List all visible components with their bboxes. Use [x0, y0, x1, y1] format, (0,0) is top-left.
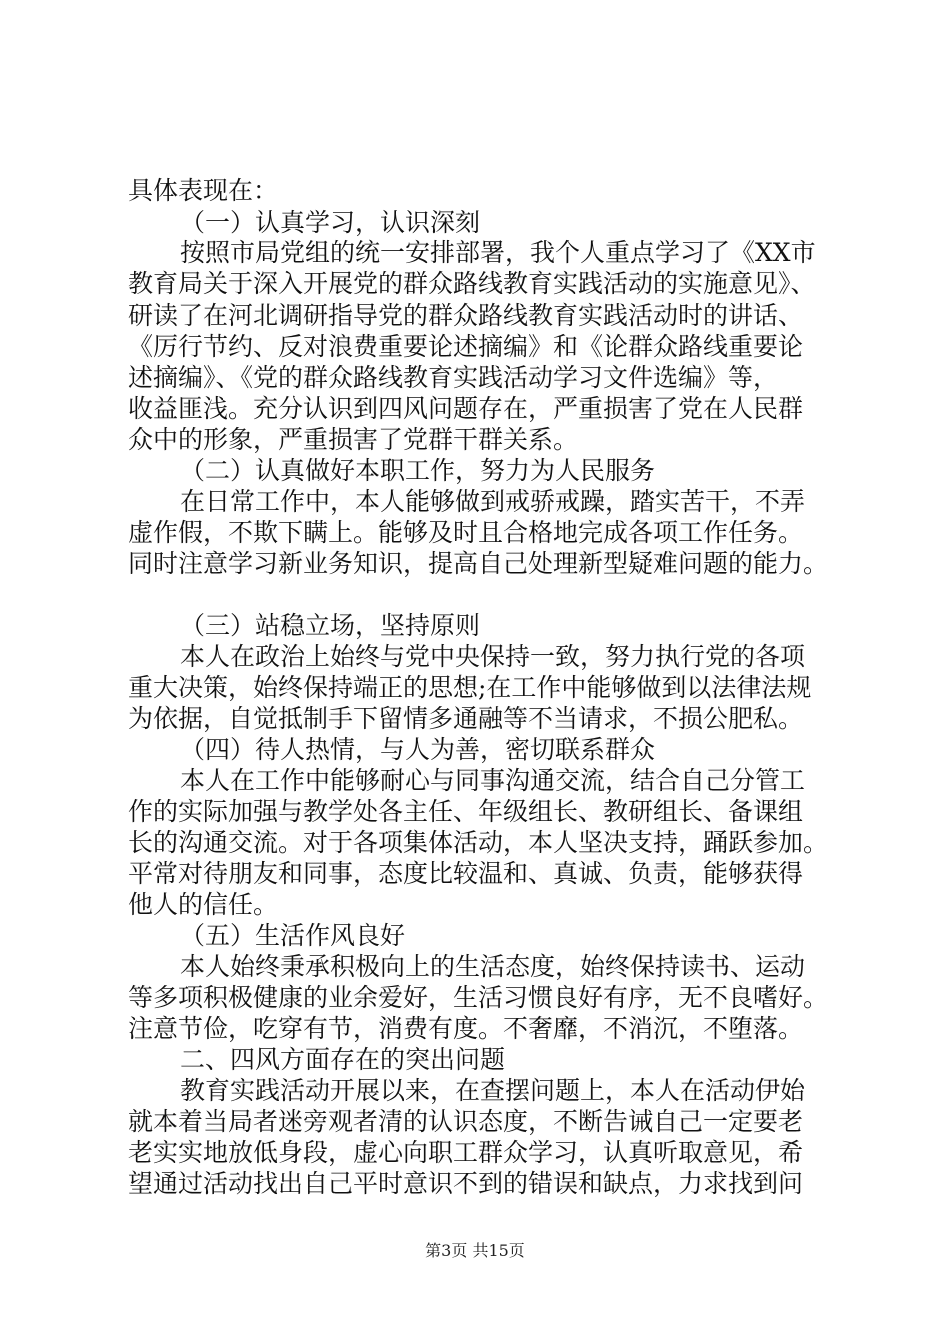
text-line: 本人在工作中能够耐心与同事沟通交流，结合自己分管工: [180, 766, 806, 795]
text-line: 同时注意学习新业务知识，提高自己处理新型疑难问题的能力。: [128, 549, 829, 578]
text-line: 教育局关于深入开展党的群众路线教育实践活动的实施意见》、: [128, 269, 816, 298]
section-heading: （二）认真做好本职工作，努力为人民服务: [180, 456, 656, 485]
text-line: 长的沟通交流。对于各项集体活动，本人坚决支持，踊跃参加。: [128, 828, 829, 857]
text-line: 本人在政治上始终与党中央保持一致，努力执行党的各项: [180, 642, 806, 671]
text-line: 就本着当局者迷旁观者清的认识态度，不断告诫自己一定要老: [128, 1107, 804, 1136]
text-line: 具体表现在：: [128, 176, 279, 205]
text-line: 按照市局党组的统一安排部署，我个人重点学习了《XX市: [180, 238, 816, 267]
text-line: 注意节俭，吃穿有节，消费有度。不奢靡，不消沉，不堕落。: [128, 1014, 804, 1043]
text-line: 作的实际加强与教学处各主任、年级组长、教研组长、备课组: [128, 797, 804, 826]
section-heading: 二、四风方面存在的突出问题: [180, 1045, 506, 1074]
text-line: 教育实践活动开展以来，在查摆问题上，本人在活动伊始: [180, 1076, 806, 1105]
text-line: 收益匪浅。充分认识到四风问题存在，严重损害了党在人民群: [128, 394, 804, 423]
text-line: 本人始终秉承积极向上的生活态度，始终保持读书、运动: [180, 952, 806, 981]
text-line: 他人的信任。: [128, 890, 279, 919]
section-heading: （一）认真学习，认识深刻: [180, 208, 481, 237]
text-line: 平常对待朋友和同事，态度比较温和、真诚、负责，能够获得: [128, 859, 804, 888]
text-line: 等多项积极健康的业余爱好，生活习惯良好有序，无不良嗜好。: [128, 983, 829, 1012]
section-heading: （五）生活作风良好: [180, 921, 406, 950]
text-line: 众中的形象，严重损害了党群干群关系。: [128, 425, 579, 454]
text-line: 述摘编》、《党的群众路线教育实践活动学习文件选编》等，: [128, 363, 779, 392]
text-line: 虚作假，不欺下瞒上。能够及时且合格地完成各项工作任务。: [128, 518, 804, 547]
text-line: 望通过活动找出自己平时意识不到的错误和缺点，力求找到问: [128, 1169, 804, 1198]
section-heading: （三）站稳立场，坚持原则: [180, 611, 481, 640]
text-line: 研读了在河北调研指导党的群众路线教育实践活动时的讲话、: [128, 301, 804, 330]
text-line: 《厉行节约、反对浪费重要论述摘编》和《论群众路线重要论: [128, 332, 804, 361]
text-line: 老实实地放低身段，虚心向职工群众学习，认真听取意见，希: [128, 1138, 804, 1167]
section-heading: （四）待人热情，与人为善，密切联系群众: [180, 735, 656, 764]
text-line: 为依据，自觉抵制手下留情多通融等不当请求，不损公肥私。: [128, 704, 804, 733]
text-line: 重大决策，始终保持端正的思想;在工作中能够做到以法律法规: [128, 673, 812, 702]
page-number-footer: 第3页 共15页: [425, 1241, 525, 1260]
text-line: 在日常工作中，本人能够做到戒骄戒躁，踏实苦干，不弄: [180, 487, 806, 516]
